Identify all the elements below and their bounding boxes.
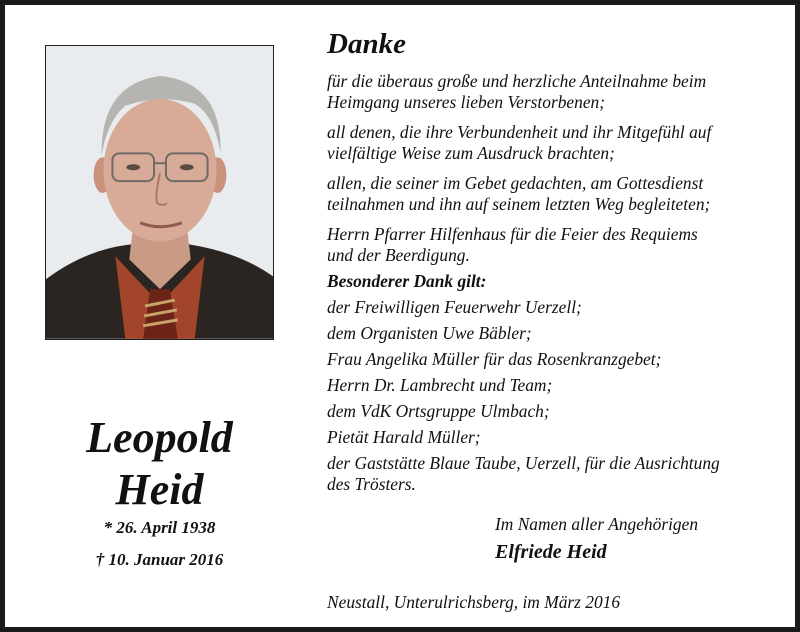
text-line: Frau Angelika Müller für das Rosenkranzgebet; [327, 349, 662, 369]
text-line: Pietät Harald Müller; [327, 427, 481, 447]
text-line: teilnahmen und ihn auf seinem letzten Weg begleiteten; [327, 194, 711, 214]
text-line: des Trösters. [327, 474, 416, 494]
text-line: der Freiwilligen Feuerwehr Uerzell; [327, 297, 582, 317]
deceased-last-name: Heid [115, 465, 204, 514]
place-date: Neustall, Unterulrichsberg, im März 2016 [327, 592, 621, 612]
thanks-heading: Danke [327, 28, 406, 60]
on-behalf-line: Im Namen aller Angehörigen [495, 514, 699, 534]
text-line: dem Organisten Uwe Bäbler; [327, 323, 532, 343]
special-thanks-heading: Besonderer Dank gilt: [327, 271, 487, 291]
death-date: † 10. Januar 2016 [95, 550, 224, 569]
text-line: vielfältige Weise zum Ausdruck brachten; [327, 143, 615, 163]
text-line: all denen, die ihre Verbundenheit und ihr Mitgefühl auf [327, 122, 712, 142]
text-line: allen, die seiner im Gebet gedachten, am Gottesdienst [327, 173, 704, 193]
text-line: dem VdK Ortsgruppe Ulmbach; [327, 401, 550, 421]
text-line: für die überaus große und herzliche Anteilnahme beim [327, 71, 707, 91]
signer-name: Elfriede Heid [495, 541, 607, 563]
text-line: Herrn Dr. Lambrecht und Team; [327, 375, 553, 395]
text-line: Heimgang unseres lieben Verstorbenen; [327, 92, 606, 112]
portrait-photo [45, 45, 274, 340]
birth-date: * 26. April 1938 [103, 518, 216, 537]
text-line: der Gaststätte Blaue Taube, Uerzell, für die Ausrichtung [327, 453, 720, 473]
deceased-first-name: Leopold [86, 413, 233, 462]
text-line: Herrn Pfarrer Hilfenhaus für die Feier des Requiems [327, 224, 698, 244]
text-line: und der Beerdigung. [327, 245, 470, 265]
